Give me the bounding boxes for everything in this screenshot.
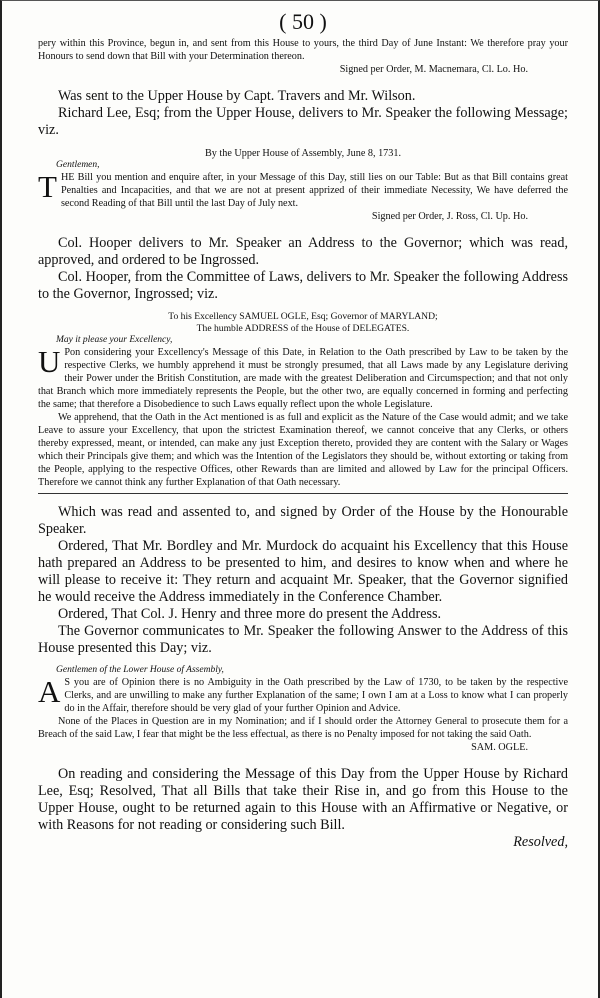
upper-body: HE Bill you mention and enquire after, in your Message of this Day, still lies on our Table: But as that Bill contains great Penalties and Incapacities, and that we are not at present apprized of their immediate Necessity, We have deferred the second Reading of that Bill until the last Day of July next.	[60, 172, 568, 209]
page-number: ( 50 )	[279, 9, 327, 34]
para-hooper-1: Col. Hooper delivers to Mr. Speaker an Address to the Governor; which was read, approved, and ordered to be Ingrossed.	[38, 235, 568, 268]
address-title: The humble ADDRESS of the House of DELEGATES.	[196, 323, 410, 334]
para-governor: The Governor communicates to Mr. Speaker the following Answer to the Address of this House presented this Day; viz.	[38, 623, 568, 656]
para-sent: Was sent to the Upper House by Capt. Travers and Mr. Wilson.	[58, 88, 416, 104]
governor-paragraph-2: None of the Places in Question are in my Nomination; and if I should order the Attorney General to prosecute them for a Breach of the said Law, I fear that might be the less effectual, as there is no Penalty imposed for not taking the said Oath.	[38, 716, 568, 740]
governor-p1-text: S you are of Opinion there is no Ambiguity in the Oath prescribed by the Law of 1730, to be taken by the respective Clerks, and are unwilling to make any further Explanation of the same; I own I am at a Loss to know what I can properly do in the Affair, therefore should be very glad of your further Opinion and Advice.	[64, 677, 568, 714]
governor-signature: SAM. OGLE.	[471, 742, 528, 753]
para-ordered-1: Ordered, That Mr. Bordley and Mr. Murdock do acquaint his Excellency that this House hath prepared an Address to be presented to him, and desires to know when and where he will please to receive it: They return and acquaint Mr. Speaker, that the Governor signified he would receive the Address immediately in the Conference Chamber.	[38, 538, 568, 605]
governor-paragraph-1	[38, 676, 568, 715]
para-lee: Richard Lee, Esq; from the Upper House, delivers to Mr. Speaker the following Message; viz.	[38, 105, 568, 138]
divider-rule	[38, 493, 568, 494]
upper-salutation: Gentlemen,	[56, 160, 100, 170]
address-paragraph-2: We apprehend, that the Oath in the Act mentioned is as full and explicit as the Nature of the Case would admit; and we take Leave to assure your Excellency, that upon the strictest Examination thereof, we cannot conceive that any Clerks, or others thereby expressed, meant, or intended, can make any just Exception thereto, provided they are content with the Salary or Wages which their Principals give them; and which was the Intention of the Legislators they should be, without extorting or taking from the People, applying to the respective Offices, other Rewards than are limited and allowed by Law for the principal Officers. Therefore we cannot think any further Explanation of that Oath necessary.	[38, 412, 568, 488]
address-p1-text: Pon considering your Excellency's Message of this Date, in Relation to the Oath prescribed by Law to be taken by the respective Clerks, we humbly apprehend it must be strongly presumed, that all Laws made by any Legislature deriving their Power under the British Constitution, are made with the greatest Deliberation and Circumspection; and that not only that Branch which more immediately represents the People, but the other two, are equally concerned in forming and perfecting the same; that therefore a Disobedience to such Laws equally reflect upon the whole Legislature.	[38, 347, 568, 410]
para-read: Which was read and assented to, and signed by Order of the House by the Honourable Speaker.	[38, 504, 568, 537]
para-hooper-2: Col. Hooper, from the Committee of Laws, delivers to Mr. Speaker the following Address to the Governor, Ingrossed; viz.	[38, 269, 568, 302]
catchword: Resolved,	[513, 834, 568, 850]
upper-signature: Signed per Order, J. Ross, Cl. Up. Ho.	[371, 211, 528, 222]
top-signature: Signed per Order, M. Macnemara, Cl. Lo. Ho.	[339, 64, 528, 75]
addressee-line: To his Excellency SAMUEL OGLE, Esq; Governor of MARYLAND;	[168, 311, 438, 322]
governor-dropcap: A	[38, 674, 61, 709]
upper-dateline: By the Upper House of Assembly, June 8, 1731.	[205, 148, 401, 159]
upper-message	[38, 171, 568, 210]
upper-dropcap: T	[38, 169, 57, 204]
address-salutation: May it please your Excellency,	[56, 335, 173, 345]
para-ordered-2: Ordered, That Col. J. Henry and three more do present the Address.	[58, 606, 442, 622]
governor-salutation: Gentlemen of the Lower House of Assembly,	[56, 665, 224, 675]
address-dropcap: U	[38, 344, 61, 379]
top-fragment: pery within this Province, begun in, and sent from this House to yours, the third Day of June Instant: We therefore pray your Honours to send down that Bill with your Determination thereon.	[38, 38, 568, 62]
para-final: On reading and considering the Message of this Day from the Upper House by Richard Lee, Esq; Resolved, That all Bills that take their Rise in, and go from this House to the Upper House, ought to be returned again to this House with an Affirmative or Negative, or with Reasons for not reading or considering such Bill.	[38, 766, 568, 833]
address-paragraph-1	[38, 346, 568, 411]
